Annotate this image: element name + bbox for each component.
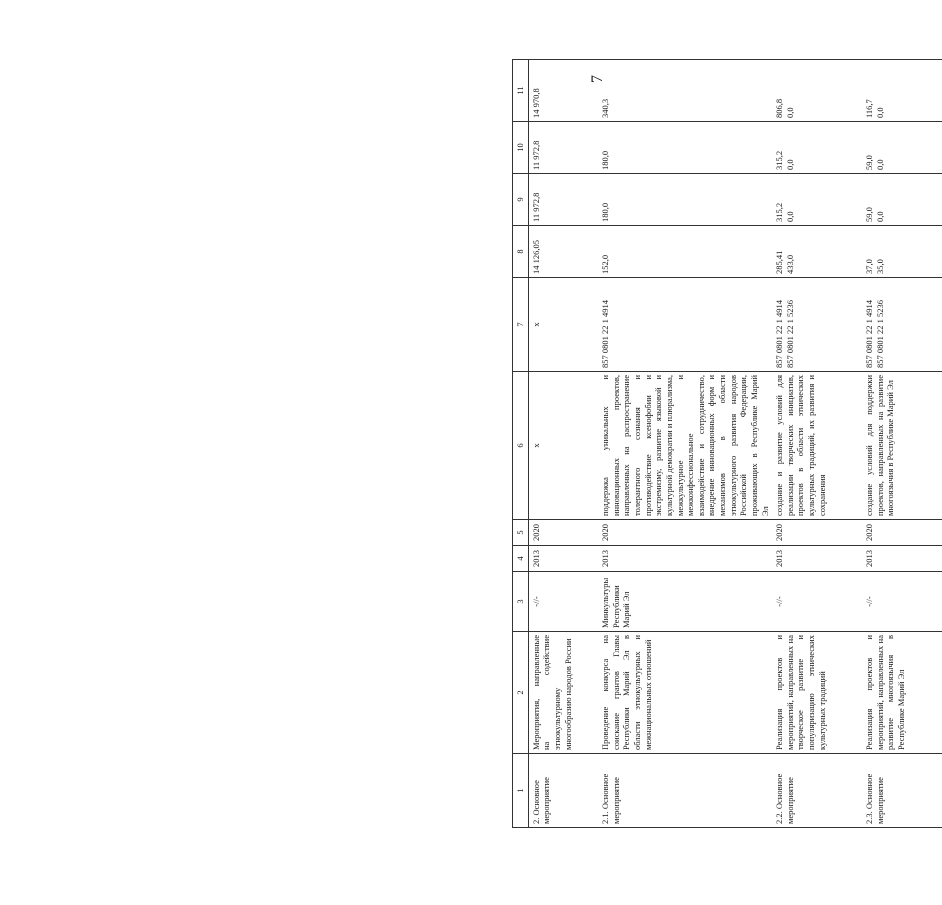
- cell-start-year: 2013: [772, 546, 862, 572]
- cell-code: [772, 278, 862, 372]
- cell-line: 0,0: [784, 211, 795, 222]
- cell-line: 59,0: [864, 207, 875, 222]
- cell-line: 0,0: [874, 159, 885, 170]
- cell-line: 857 0801 22 1 4914: [600, 300, 611, 368]
- cell-value: [772, 226, 862, 278]
- cell-value: [862, 60, 942, 122]
- cell-value: [598, 122, 772, 174]
- cell-value: [598, 60, 772, 122]
- cell-line: 180,0: [600, 150, 611, 170]
- column-header: 11: [513, 60, 529, 122]
- page-number: 7: [589, 75, 606, 83]
- cell-value: [862, 122, 942, 174]
- column-header: 8: [513, 226, 529, 278]
- column-header: 3: [513, 572, 529, 632]
- cell-start-year: 2013: [528, 546, 598, 572]
- cell-value: [862, 226, 942, 278]
- cell-end-year: 2020: [598, 520, 772, 546]
- cell-line: 180,0: [600, 202, 611, 222]
- cell-name: Проведение конкурса на соискание грантов Главы Республики Марий Эл в области этнокультурных и межнациональных отношений: [598, 632, 772, 754]
- cell-activity: 2.3. Основное мероприятие: [862, 754, 942, 828]
- cell-line: 37,0: [864, 259, 875, 274]
- table-header-row: [513, 60, 529, 828]
- column-header: 2: [513, 632, 529, 754]
- cell-activity: 2.1. Основное мероприятие: [598, 754, 772, 828]
- cell-value: [528, 60, 598, 122]
- cell-line: 0,0: [874, 211, 885, 222]
- cell-end-year: 2020: [862, 520, 942, 546]
- cell-line: 14 970,8: [530, 88, 541, 118]
- cell-value: [862, 174, 942, 226]
- cell-line: 0,0: [784, 107, 795, 118]
- cell-value: [772, 174, 862, 226]
- cell-activity: 2. Основное мероприятие: [528, 754, 598, 828]
- cell-line: 116,7: [864, 99, 875, 118]
- cell-executor: -//-: [862, 572, 942, 632]
- cell-line: 11 972,8: [530, 140, 541, 170]
- cell-line: 315,2: [774, 150, 785, 170]
- cell-code: [862, 278, 942, 372]
- budget-table: [512, 59, 942, 828]
- cell-line: 14 126,05: [530, 240, 541, 274]
- cell-line: 11 972,8: [530, 192, 541, 222]
- cell-end-year: 2020: [528, 520, 598, 546]
- cell-line: 59,0: [864, 155, 875, 170]
- cell-line: 315,2: [774, 202, 785, 222]
- cell-line: 857 0801 22 1 5236: [874, 300, 885, 368]
- cell-executor: -//-: [772, 572, 862, 632]
- cell-value: [528, 174, 598, 226]
- column-header: 9: [513, 174, 529, 226]
- cell-result: создание и развитие условий для реализации творческих инициатив, проектов в области этнических культурных традиций, их развития и сохранения: [772, 372, 862, 520]
- cell-value: [528, 122, 598, 174]
- cell-line: 152,0: [600, 254, 611, 274]
- cell-end-year: 2020: [772, 520, 862, 546]
- cell-name: Реализация проектов и мероприятий, направленных на творческое развитие и популяризацию этнических культурных традиций: [772, 632, 862, 754]
- table-row: [862, 60, 942, 828]
- cell-code: [528, 278, 598, 372]
- column-header: 1: [513, 754, 529, 828]
- cell-start-year: 2013: [862, 546, 942, 572]
- table-row: [528, 60, 598, 828]
- cell-name: Мероприятия, направленные на содействие этнокультурному многообразию народов России: [528, 632, 598, 754]
- cell-line: 285,41: [774, 250, 785, 274]
- cell-name: Реализация проектов и мероприятий, направленных на развитие многоязычия в Республике Марий Эл: [862, 632, 942, 754]
- cell-value: [598, 174, 772, 226]
- cell-line: 857 0801 22 1 4914: [774, 300, 785, 368]
- cell-start-year: 2013: [598, 546, 772, 572]
- cell-executor: -//-: [528, 572, 598, 632]
- cell-line: 0,0: [784, 159, 795, 170]
- cell-line: 340,3: [600, 98, 611, 118]
- cell-value: [598, 226, 772, 278]
- column-header: 7: [513, 278, 529, 372]
- cell-line: 433,0: [784, 254, 795, 274]
- cell-line: 0,0: [874, 107, 885, 118]
- cell-value: [528, 226, 598, 278]
- cell-executor: Минкультуры Республики Марий Эл: [598, 572, 772, 632]
- table-row: [772, 60, 862, 828]
- rotated-table-container: [512, 60, 912, 828]
- cell-line: 857 0801 22 1 4914: [864, 300, 875, 368]
- cell-line: 35,0: [874, 259, 885, 274]
- cell-line: х: [530, 322, 541, 327]
- table-row: [598, 60, 772, 828]
- cell-result: создание условий для поддержки проектов, направленных на развитие многоязычия в Республике Марий Эл: [862, 372, 942, 520]
- column-header: 5: [513, 520, 529, 546]
- cell-result: поддержка уникальных и инновационных проектов, направленных на распространение толерантного сознания и противодействие ксенофобии и экстремизму, развитие языковой и культурной демократии и плюрализма, межкультурное и межконфессиональное взаимодействие и сотрудничество, внедрение инновационных форм и механизмов в области этнокультурного развития народов Российской Федерации, проживающих в Республике Марий Эл: [598, 372, 772, 520]
- cell-value: [772, 60, 862, 122]
- column-header: 6: [513, 372, 529, 520]
- cell-line: 806,8: [774, 98, 785, 118]
- column-header: 10: [513, 122, 529, 174]
- cell-result: х: [528, 372, 598, 520]
- column-header: 4: [513, 546, 529, 572]
- cell-line: 857 0801 22 1 5236: [784, 300, 795, 368]
- cell-activity: 2.2. Основное мероприятие: [772, 754, 862, 828]
- cell-value: [772, 122, 862, 174]
- cell-code: [598, 278, 772, 372]
